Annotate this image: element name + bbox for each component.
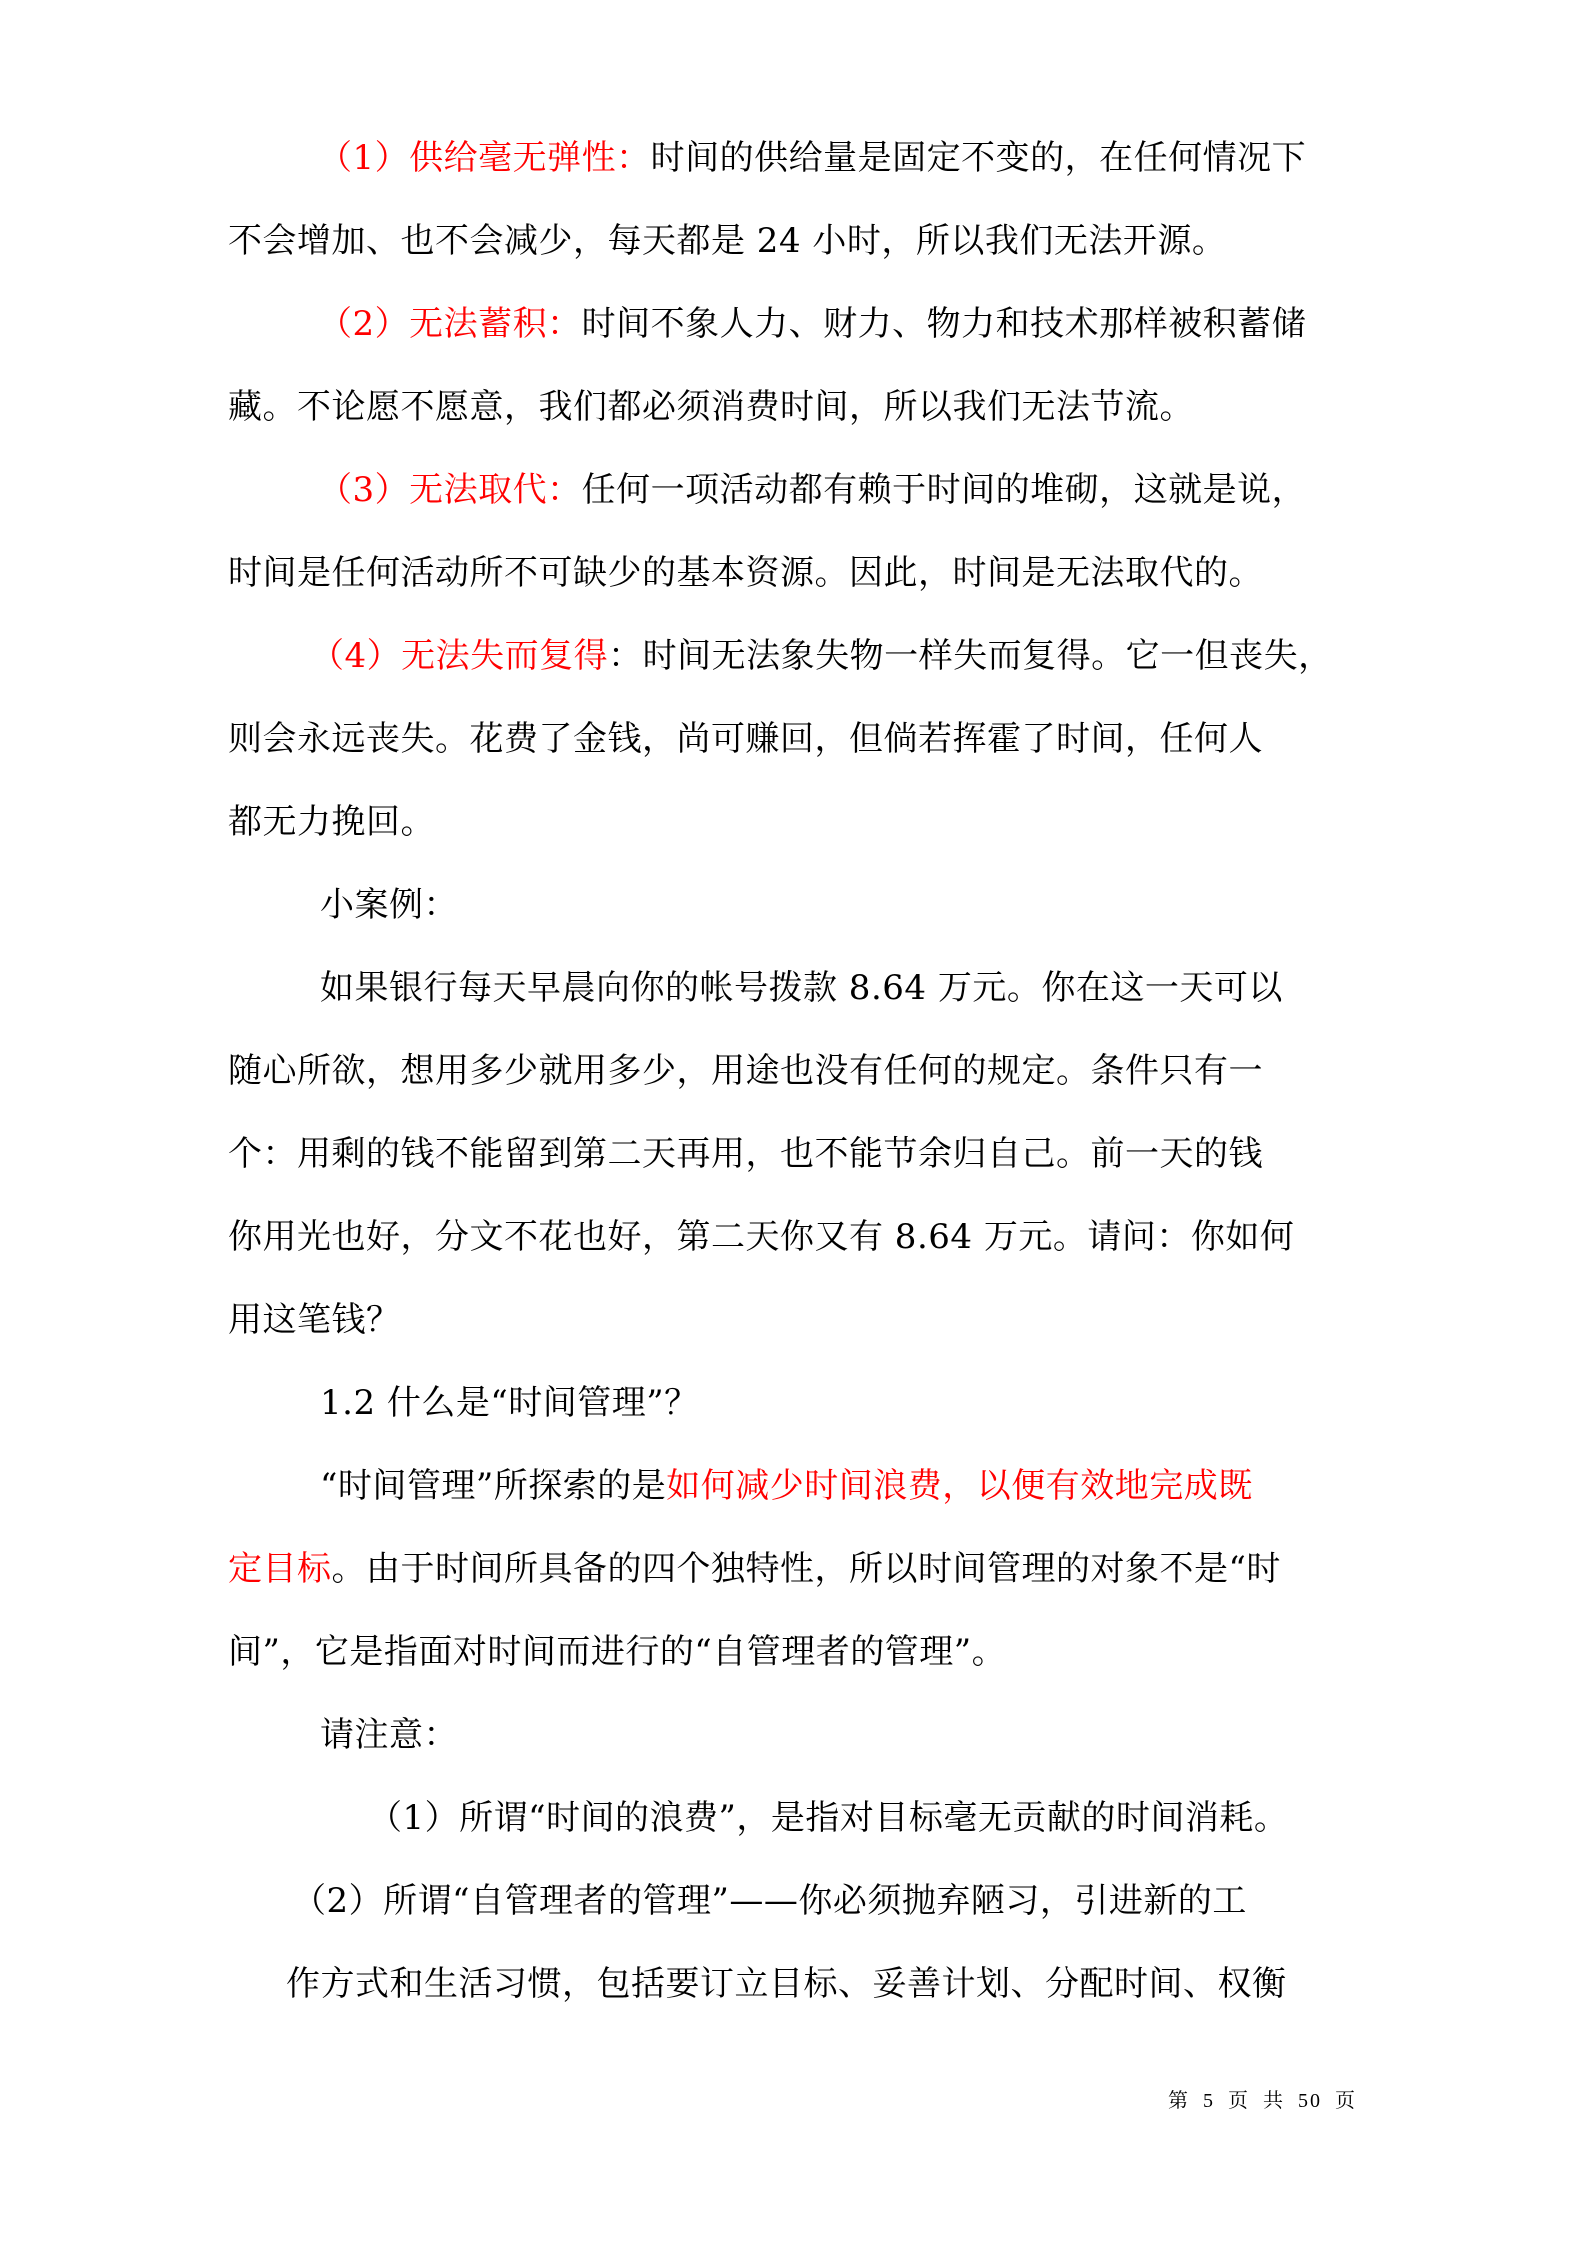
text-line [320,1445,1253,1528]
body-text: 都无力挽回。 [228,802,435,842]
body-text: 。由于时间所具备的四个独特性，所以时间管理的对象不是“时 [331,1549,1281,1589]
text-line [318,449,1306,532]
highlighted-text: （2）无法蓄积： [318,304,582,344]
body-text: （2）所谓“自管理者的管理”——你必须抛弃陋习，引进新的工 [292,1881,1247,1921]
body-text: 时间的供给量是固定不变的，在任何情况下 [650,138,1307,178]
highlighted-text: 如何减少时间浪费，以便有效地完成既 [666,1466,1253,1506]
text-line [228,781,435,864]
highlighted-text: （3）无法取代： [318,470,582,510]
body-text: 请注意： [320,1715,458,1755]
highlighted-text: （1）供给毫无弹性： [318,138,651,178]
text-line [368,1777,1288,1860]
body-text: 时间不象人力、财力、物力和技术那样被积蓄储 [581,304,1307,344]
text-line [228,1279,401,1362]
text-line [318,283,1306,366]
text-line [228,1196,1294,1279]
text-line [320,947,1283,1030]
text-line [228,1611,1006,1694]
text-line [310,615,1333,698]
body-text: 则会永远丧失。花费了金钱，尚可赚回，但倘若挥霍了时间，任何人 [228,719,1263,759]
body-text: 随心所欲，想用多少就用多少，用途也没有任何的规定。条件只有一 [228,1051,1263,1091]
highlighted-text: （4）无法失而复得 [310,636,609,676]
text-line [292,1860,1247,1943]
body-text: 作方式和生活习惯，包括要订立目标、妥善计划、分配时间、权衡 [286,1964,1287,2004]
text-line [228,1528,1281,1611]
body-text: ：时间无法象失物一样失而复得。它一但丧失， [608,636,1333,676]
text-line [228,200,1226,283]
text-line [320,1694,458,1777]
body-text: 任何一项活动都有赖于时间的堆砌，这就是说， [581,470,1307,510]
body-text: 用这笔钱？ [228,1300,401,1340]
body-text: （1）所谓“时间的浪费”，是指对目标毫无贡献的时间消耗。 [368,1798,1289,1838]
text-line [228,532,1263,615]
text-line [228,1113,1263,1196]
body-text: 1.2 什么是“时间管理”？ [320,1383,699,1423]
body-text: “时间管理”所探索的是 [320,1466,667,1506]
body-text: 不会增加、也不会减少，每天都是 24 小时，所以我们无法开源。 [228,221,1227,261]
body-text: 时间是任何活动所不可缺少的基本资源。因此，时间是无法取代的。 [228,553,1263,593]
body-text: 你用光也好，分文不花也好，第二天你又有 8.64 万元。请问：你如何 [228,1217,1295,1257]
body-text: 藏。不论愿不愿意，我们都必须消费时间，所以我们无法节流。 [228,387,1194,427]
text-line [228,698,1263,781]
text-line [228,1030,1263,1113]
highlighted-text: 定目标 [228,1549,332,1589]
body-text: 个：用剩的钱不能留到第二天再用，也不能节余归自己。前一天的钱 [228,1134,1263,1174]
text-line [318,117,1306,200]
body-text: 小案例： [320,885,458,925]
text-line [320,1362,699,1445]
text-line [286,1943,1287,2026]
page-number-footer: 第 5 页 共 50 页 [1168,2090,1357,2112]
text-line [228,366,1194,449]
body-text: 如果银行每天早晨向你的帐号拨款 8.64 万元。你在这一天可以 [320,968,1283,1008]
text-line [320,864,458,947]
body-text: 间”，它是指面对时间而进行的“自管理者的管理”。 [228,1632,1007,1672]
